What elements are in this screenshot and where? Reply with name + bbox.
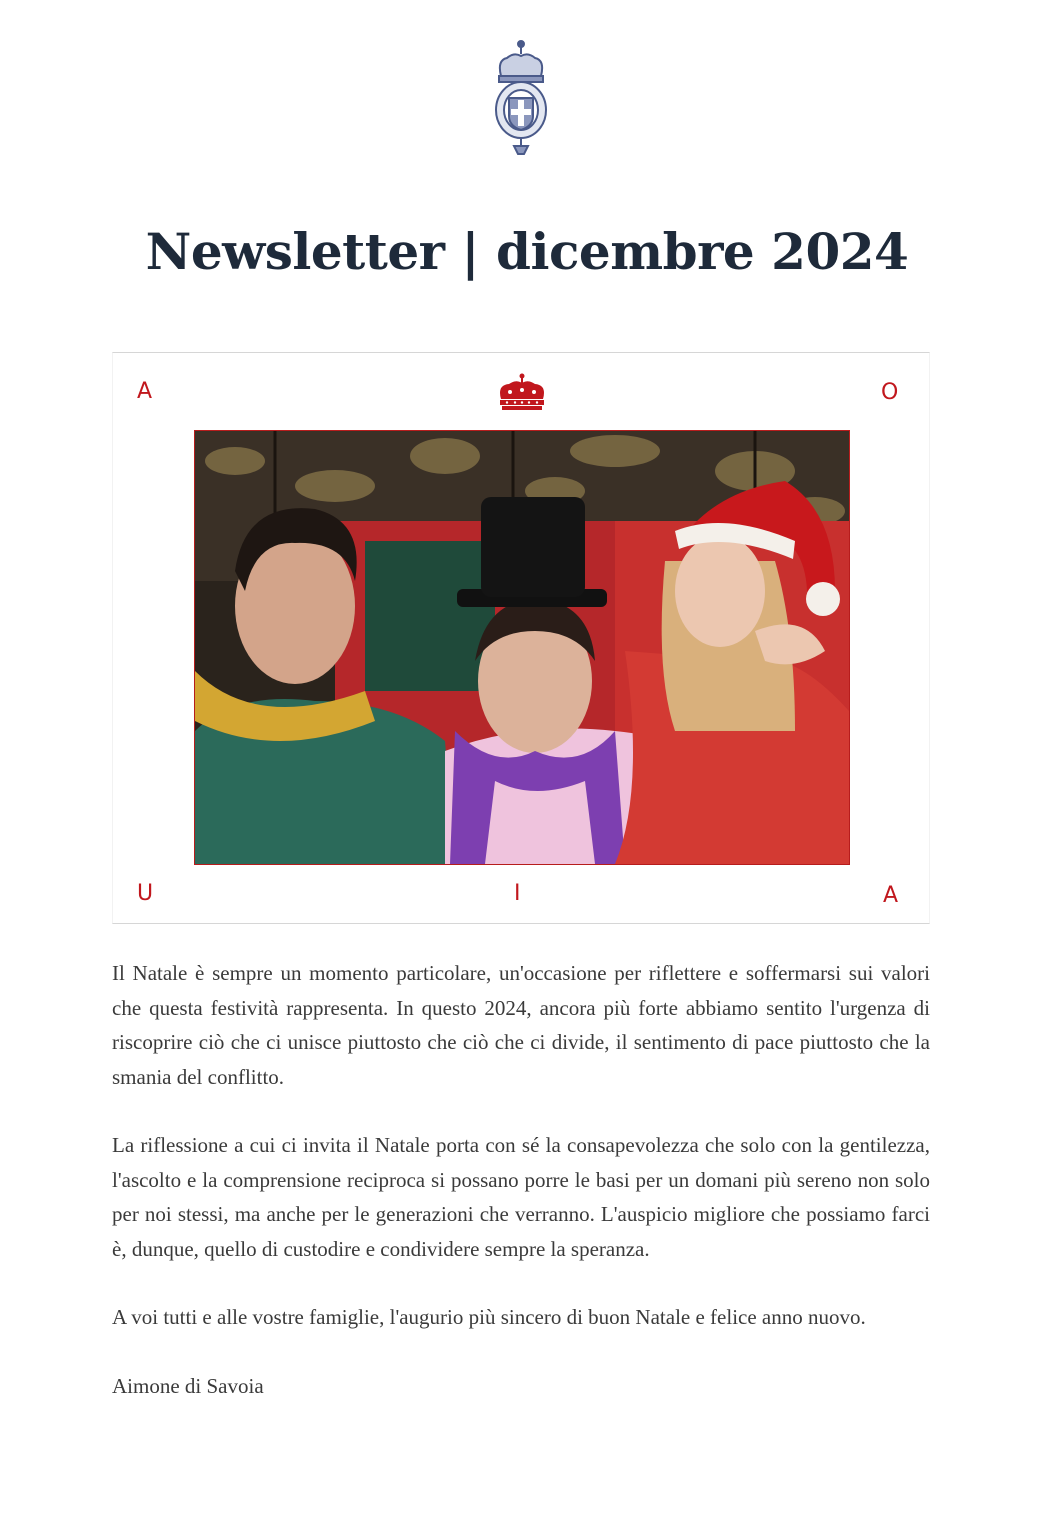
page-title: Newsletter | dicembre 2024 [145, 222, 909, 281]
christmas-card [112, 352, 930, 924]
card-letter-top-left: A [137, 379, 153, 404]
paragraph-1: Il Natale è sempre un momento particolare, un'occasione per riflettere e soffermarsi sui valori che questa festività rappresenta. In questo 2024, ancora più forte abbiamo sentito l'urgenza di riscoprire ciò che ci unisce piuttosto che ciò che ci divide, il sentimento di pace piuttosto che la smania del conflitto. [112, 961, 930, 1089]
card-letter-bottom-left: U [137, 881, 154, 906]
card-letter-bottom-right: A [883, 883, 899, 908]
savoy-crest-icon [487, 38, 555, 158]
card-letter-top-right: O [881, 380, 899, 405]
newsletter-body [112, 956, 930, 1437]
signature: Aimone di Savoia [112, 1373, 264, 1398]
paragraph-3: A voi tutti e alle vostre famiglie, l'augurio più sincero di buon Natale e felice anno nuovo. [112, 1305, 866, 1329]
paragraph-2: La riflessione a cui ci invita il Natale porta con sé la consapevolezza che solo con la gentilezza, l'ascolto e la comprensione reciproca si possano porre le basi per un domani più sereno non solo per noi stessi, ma anche per le generazioni che verranno. L'auspicio migliore che possiamo farci è, dunque, quello di custodire e condividere sempre la speranza. [112, 1133, 930, 1261]
christmas-family-photo [194, 430, 850, 865]
crown-icon [495, 373, 549, 413]
card-letter-bottom-center: I [514, 881, 521, 906]
